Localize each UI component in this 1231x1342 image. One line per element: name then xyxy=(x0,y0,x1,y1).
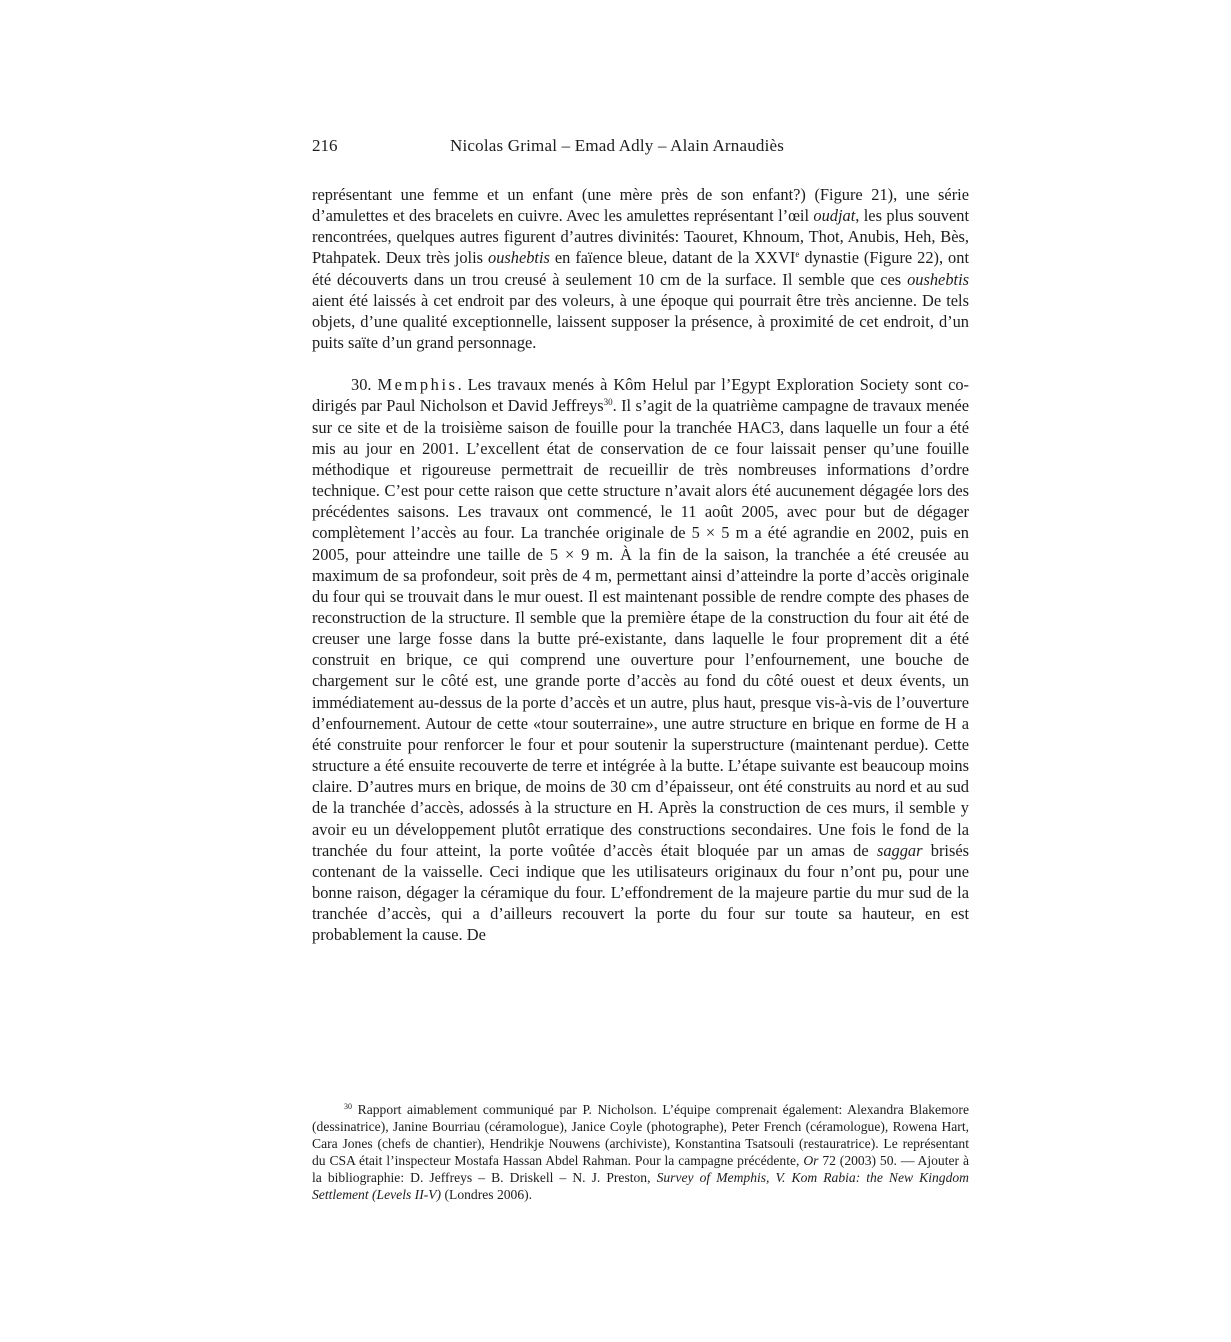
text-run: en faïence bleue, datant de la XXVI xyxy=(549,248,796,268)
superscript: e xyxy=(795,249,800,260)
text-run: , les plus souvent rencontrées, quelques autres figurent d’autres divinités: Taouret, Khnoum, Thot, Anubis, Heh, Bès, Ptahpatek. Deux très jolis xyxy=(312,206,969,268)
footnote-reference[interactable]: 30 xyxy=(603,397,613,408)
section-title: Memphis xyxy=(377,375,458,395)
italic-term: Or xyxy=(803,1153,819,1168)
page-number: 216 xyxy=(312,136,338,155)
running-head: Nicolas Grimal – Emad Adly – Alain Arnaudiès xyxy=(450,136,785,155)
italic-term: oushebtis xyxy=(907,269,969,289)
text-run: . Les travaux menés à Kôm Helul par l’Egypt Exploration Society sont co-dirigés par Paul Nicholson et David Jeffreys xyxy=(312,375,969,416)
text-run: (Londres 2006). xyxy=(441,1187,533,1202)
footnote xyxy=(312,1101,969,1203)
footnote-number: 30 xyxy=(344,1102,352,1111)
italic-term: saggar xyxy=(876,840,923,860)
text-run: Rapport aimablement communiqué par P. Nicholson. L’équipe comprenait également: Alexandra Blakemore (dessinatrice), Janine Bourriau (céramologue), Janice Coyle (photographe), Peter French (céramologue), Rowena Hart, Cara Jones (chefs de chantier), Hendrikje Nouwens (archiviste), Konstantina Tsatsouli (restauratrice). Le représentant du CSA était l’inspecteur Mostafa Hassan Abdel Rahman. Pour la campagne précédente, xyxy=(312,1102,969,1168)
paragraph xyxy=(312,374,969,945)
page-header xyxy=(312,132,969,162)
text-run: brisés contenant de la vaisselle. Ceci indique que les utilisateurs originaux du four n’ont pu, pour une bonne raison, dégager la céramique du four. L’effondrement de la majeure partie du mur sud de la tranchée d’accès, qui a d’ailleurs recouvert la porte du four sur toute sa hauteur, en est probablement la cause. De xyxy=(312,840,969,945)
section-number: 30. xyxy=(351,375,372,395)
italic-term: oudjat xyxy=(813,206,856,226)
body-text xyxy=(312,184,969,945)
italic-term: Survey of Memphis, V. Kom Rabia: the New Kingdom Settlement (Levels II-V) xyxy=(312,1170,970,1202)
italic-term: oushebtis xyxy=(488,248,550,268)
text-run: représentant une femme et un enfant (une mère près de son enfant?) (Figure 21), une série d’amulettes et des bracelets en cuivre. Avec les amulettes représentant l’œil xyxy=(312,185,969,226)
text-run: aient été laissés à cet endroit par des voleurs, à une époque qui pourrait être très ancienne. De tels objets, d’une qualité exceptionnelle, laissent supposer la présence, à proximité de cet endroit, d’un puits saïte d’un grand personnage. xyxy=(312,290,969,353)
text-run: 72 (2003) 50. — Ajouter à la bibliographie: D. Jeffreys – B. Driskell – N. J. Preston, xyxy=(312,1153,969,1185)
paragraph xyxy=(312,184,969,353)
text-run: dynastie (Figure 22), ont été découverts dans un trou creusé à seulement 10 cm de la surface. Il semble que ces xyxy=(312,248,970,289)
text-run: . Il s’agit de la quatrième campagne de travaux menée sur ce site et de la troisième saison de fouille pour la tranchée HAC3, dans laquelle un four a été mis au jour en 2001. L’excellent état de conservation de ce four laissait penser qu’une fouille méthodique et rigoureuse permettrait de recueillir de très nombreuses informations d’ordre technique. C’est pour cette raison que cette structure n’avait alors été aucunement dégagée lors des précédentes saisons. Les travaux ont commencé, le 11 août 2005, avec pour but de dégager complètement l’accès au four. La tranchée originale de 5 × 5 m a été agrandie en 2002, puis en 2005, pour atteindre une taille de 5 × 9 m. À la fin de la saison, la tranchée a été creusée au maximum de sa profondeur, soit près de 4 m, permettant ainsi d’atteindre la porte d’accès originale du four qui se trouvait dans le mur ouest. Il est maintenant possible de rendre compte des phases de reconstruction de la structure. Il semble que la première étape de la construction du four ait été de creuser une large fosse dans la butte pré-existante, dans laquelle le four proprement dit a été construit en brique, ce qui comprend une ouverture pour l’enfournement, une bouche de chargement sur le côté est, une grande porte d’accès au fond du côté ouest et deux évents, un immédiatement au-dessus de la porte d’accès et un autre, plus haut, presque vis-à-vis de l’ouverture d’enfournement. Autour de cette «tour souterraine», une autre structure en brique en forme de H a été construite pour renforcer le four et pour soutenir la superstructure (maintenant perdue). Cette structure a été ensuite recouverte de terre et intégrée à la butte. L’étape suivante est beaucoup moins claire. D’autres murs en brique, de moins de 30 cm d’épaisseur, ont été construits au nord et au sud de la tranchée d’accès, adossés à la structure en H. Après la construction de ces murs, il semble y avoir eu un développement plutôt erratique des constructions secondaires. Une fois le fond de la tranchée du four atteint, la porte voûtée d’accès était bloquée par un amas de xyxy=(312,396,969,860)
page xyxy=(312,132,970,1202)
